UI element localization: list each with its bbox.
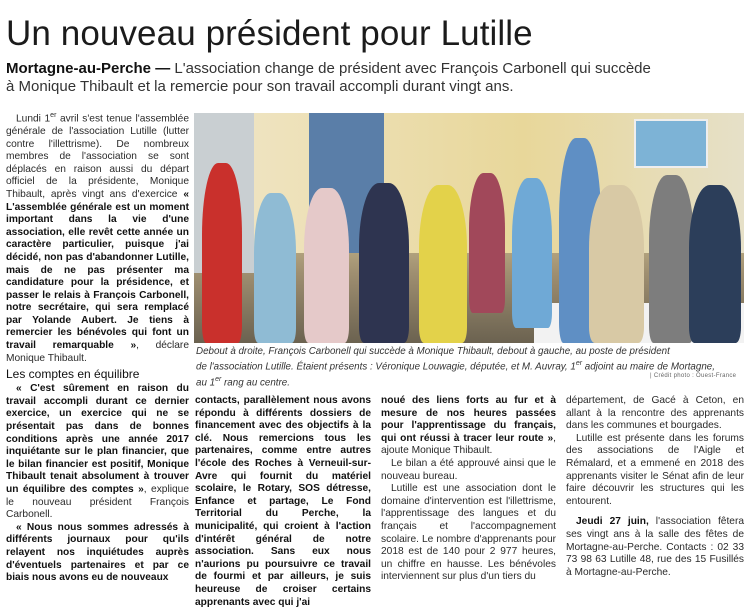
section-subhead: Les comptes en équilibre: [6, 367, 140, 382]
col3-paragraph-3: Lutille est une association dont le domaine d'intervention est l'illettrisme, l'apprentissage des langues et du français et l'accompagnement scolaire. Le nombre d'apprenants pour 2018 est de 140 pour 2 977 heures, un chiffre en hausse. Les bénévoles interviennent sur plus d'un tiers du: [381, 483, 556, 583]
col1-paragraph-3: « Nous nous sommes adressés à différents journaux pour qu'ils relayent nos inquiétudes auprès d'éventuels partenaires et par ce biais nous avons eu de nouveaux: [6, 521, 189, 584]
col3-paragraph-2: Le bilan a été approuvé ainsi que le nouveau bureau.: [381, 457, 556, 482]
col4-paragraph-3: Jeudi 27 juin, l'association fêtera ses vingt ans à la salle des fêtes de Mortagne-au-Perche. Contacts : 02 33 73 98 63 Lutille 48, rue des 15 Fusillés à Mortagne-au-Perche.: [566, 516, 744, 578]
col1-paragraph-2: « C'est sûrement en raison du travail accompli durant ce dernier exercice, un exercice qui ne se présentait pas dans de bonnes conditions après une année 2017 inquiétante sur le plan financier, que le bilan financier est positif, Monique Thibault tenait absolument à trouver un équilibre des comptes », explique le nouveau président François Carbonell.: [6, 383, 189, 521]
meeting-photo: [194, 113, 744, 343]
lead-paragraph: [6, 60, 746, 96]
col2-paragraph: contacts, parallèlement nous avons répondu à différents dossiers de financement avec des objectifs à la clé. Nous remercions tous les partenaires, comme entre autres l'école des Roches à Verneuil-sur-Avre qui fournit du matériel scolaire, le Rotary, SOS détresse, Enfance et partage, Le Fond Territorial du Perche, la municipalité, qui croient à l'action d'intérêt général de notre association. Sans eux nous n'aurions pu poursuivre ce travail de fourmi et par ailleurs, je suis heureuse de croiser certains apprenants avec qui j'ai: [195, 395, 371, 608]
col1-paragraph-1: Lundi 1er avril s'est tenue l'assemblée générale de l'association Lutille (lutter contre l'illettrisme). De nombreux membres de l'association se sont déplacés en raison aussi du départ officiel de la présidente, Monique Thibault, après vingt ans d'exercice « L'assemblée générale est un moment important dans la vie d'une association, elle revêt cette année un caractère particulier, puisque j'ai décidé, non pas d'abandonner Lutille, mais de ne pas présenter ma candidature pour la présidence, et passer le relais à François Carbonell, notre secrétaire, qui sera remplacé par Yolande Aubert. Je tiens à remercier les bénévoles qui font un travail remarquable », déclare Monique Thibault.: [6, 112, 189, 364]
world-map-poster: [634, 119, 708, 168]
column-3: [381, 395, 556, 584]
col3-paragraph-1: noué des liens forts au fur et à mesure de nos heures passées pour l'apprentissage du français, qui ont réussi à tracer leur route », ajoute Monique Thibault.: [381, 395, 556, 457]
column-4: [566, 395, 744, 579]
col4-paragraph-2: Lutille est présente dans les forums des associations de l'Aigle et Rémalard, et a emmené en 2018 des apprenants visiter le Sénat afin de leur faire découvrir les structures qui les entourent.: [566, 432, 744, 507]
lead-line1: L'association change de président avec François Carbonell qui succède: [170, 60, 651, 77]
lead-line2: à Monique Thibault et la remercie pour son travail accompli durant vingt ans.: [6, 78, 514, 95]
photo-caption: Debout à droite, François Carbonell qui succède à Monique Thibault, debout à gauche, au poste de président de l'association Lutille. Étaient présents : Véronique Louwagie, députée, et M. Auvray, 1er adjoint au maire de Mortagne, au 1er rang au centre.: [196, 346, 715, 388]
headline: Un nouveau président pour Lutille: [6, 14, 533, 53]
lead-place: Mortagne-au-Perche —: [6, 60, 171, 77]
column-2: [195, 395, 371, 609]
col4-paragraph-1: département, de Gacé à Ceton, en allant à la rencontre des apprenants dans les communes et bourgades.: [566, 395, 744, 432]
column-1: [6, 110, 189, 585]
photo-credit: | Crédit photo : Ouest-France: [650, 373, 737, 379]
